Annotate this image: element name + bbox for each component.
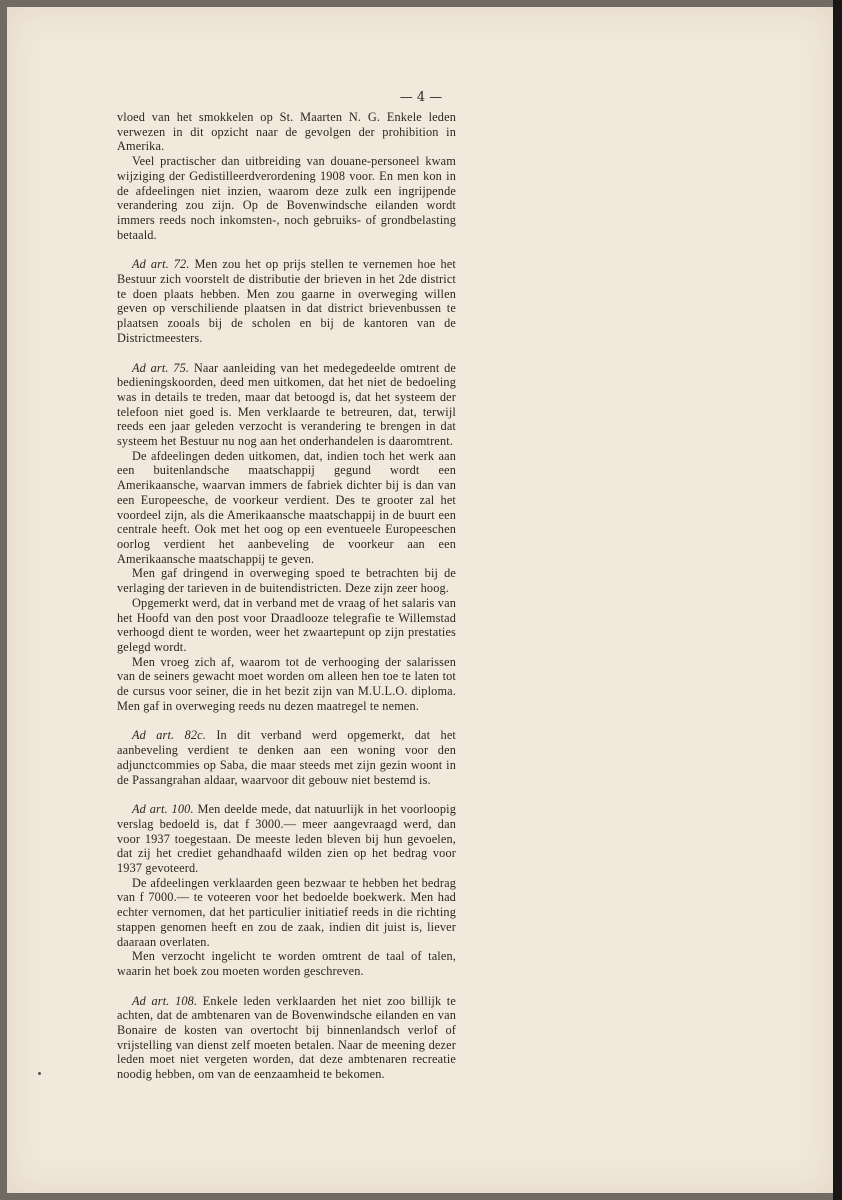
paragraph: De afdeelingen deden uitkomen, dat, indien toch het werk aan een buitenlandsche maatschappij gegund wordt een Amerikaansche, waarvan immers de fabriek dichter bij is dan van een Europeesche, de voorkeur verdient. Des te grooter zal het voordeel zijn, als die Amerikaansche maatschappij in de buurt een centrale heeft. Ook met het oog op een eventueele Europeeschen oorlog verdient het aanbeveling de voorkeur aan een Amerikaansche maatschappij te geven. — [117, 448, 456, 566]
paragraph: vloed van het smokkelen op St. Maarten N. G. Enkele leden verwezen in dit opzicht naar de gevolgen der prohibition in Amerika. — [117, 110, 456, 154]
paper-speck — [38, 1072, 41, 1075]
article-ref: Ad art. 75. — [132, 360, 190, 375]
paragraph: De afdeelingen verklaarden geen bezwaar te hebben het bedrag van f 7000.— te voteeren voor het bedoelde boekwerk. Men had echter vernomen, dat het particulier initiatief reeds in die richting stappen genomen heeft en zou de zaak, indien dit juist is, liever daaraan overlaten. — [117, 875, 456, 949]
paragraph: Men gaf dringend in overweging spoed te betrachten bij de verlaging der tarieven in de buitendistricten. Deze zijn zeer hoog. — [117, 566, 456, 596]
article-ref: Ad art. 100. — [132, 802, 194, 817]
paragraph: Ad art. 72. Men zou het op prijs stellen te vernemen hoe het Bestuur zich voorstelt de distributie der brieven in het 2de district te doen plaats hebben. Men zou gaarne in overweging willen geven op verschiliende plaatsen in dat district brievenbussen te plaatsen zooals bij de scholen en bij de kantoren van de Districtmeesters. — [117, 257, 456, 345]
article-ref: Ad art. 82c. — [132, 728, 207, 743]
scan-border — [833, 0, 842, 1200]
article-ref: Ad art. 72. — [132, 257, 190, 272]
paragraph: Ad art. 100. Men deelde mede, dat natuurlijk in het voorloopig verslag bedoeld is, dat f 3000.— meer aangevraagd werd, dan voor 1937 toegestaan. De meeste leden bleven bij hun gevoelen, dat zij het crediet gehandhaafd wilden zien op het bedrag voor 1937 gevoteerd. — [117, 802, 457, 876]
paragraph: Men verzocht ingelicht te worden omtrent de taal of talen, waarin het boek zou moeten worden geschreven. — [117, 949, 456, 978]
paragraph: Ad art. 75. Naar aanleiding van het medegedeelde omtrent de bedieningskoorden, deed men uitkomen, dat het niet de bedoeling was in details te treden, maar dat betoogd is, dat het systeem der telefoon niet goed is. Men verklaarde te betreuren, dat, terwijl reeds een jaar geleden verzocht is verandering te brengen in dat systeem het Bestuur nu nog aan het onderhandelen is daaromtrent. — [117, 360, 456, 449]
body-text — [117, 110, 456, 1082]
paragraph: Veel practischer dan uitbreiding van douane-personeel kwam wijziging der Gedistilleerdverordening 1908 voor. En men kon in de afdeelingen niet inzien, waarom deze zulk een ingrijpende verandering zou zijn. Op de Bovenwindsche eilanden wordt immers reeds noch inkomsten-, noch gebruiks- of grondbelasting betaald. — [117, 154, 456, 242]
article-ref: Ad art. 108. — [132, 993, 198, 1008]
paragraph: Ad art. 82c. In dit verband werd opgemerkt, dat het aanbeveling verdient te denken aan een woning voor den adjunctcommies op Saba, die maar steeds met zijn gezin woont in de Passangrahan aldaar, waarvoor dit gebouw niet bestemd is. — [117, 728, 456, 787]
paragraph: Ad art. 108. Enkele leden verklaarden het niet zoo billijk te achten, dat de ambtenaren van de Bovenwindsche eilanden en van Bonaire de kosten van overtocht bij binnenlandsch verlof of vrijstelling van dienst zelf moeten betalen. Naar de meening dezer leden moet niet vergeten worden, dat deze ambtenaren recreatie noodig hebben, om van de eenzaamheid te bekomen. — [117, 993, 456, 1082]
paragraph: Opgemerkt werd, dat in verband met de vraag of het salaris van het Hoofd van den post voor Draadlooze telegrafie te Willemstad verhoogd dient te worden, weer het zwaartepunt op zijn prestaties gelegd wordt. — [117, 595, 456, 654]
page-number: — 4 — — [399, 90, 443, 105]
paragraph: Men vroeg zich af, waarom tot de verhooging der salarissen van de seiners gewacht moet worden om alleen hen toe te laten tot de cursus voor seiner, die in het bezit zijn van M.U.L.O. diploma. Men gaf in overweging reeds nu dezen maatregel te nemen. — [117, 654, 456, 713]
